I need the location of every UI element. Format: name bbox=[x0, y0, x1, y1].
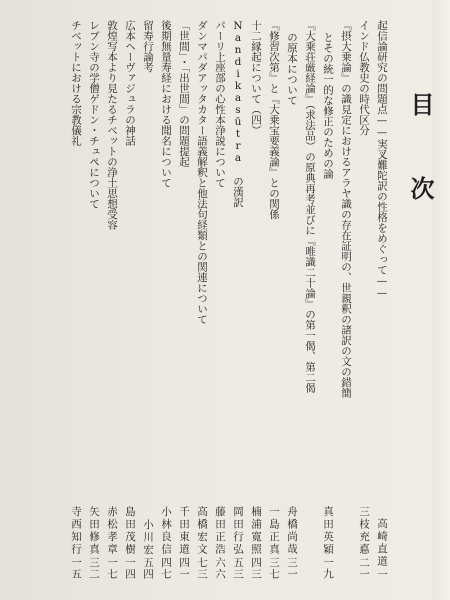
entry-title: の原本について bbox=[286, 32, 298, 106]
entry-page: 五三 bbox=[232, 557, 244, 580]
toc-entry bbox=[338, 20, 354, 580]
entry-page: 四三 bbox=[250, 557, 262, 580]
toc-entry bbox=[86, 20, 102, 580]
toc-entry bbox=[140, 20, 156, 580]
entry-author: 真田英穎 bbox=[322, 506, 334, 556]
entry-title: レブン寺の学僧ゲドン・チュペについて bbox=[88, 20, 100, 209]
toc-entry bbox=[302, 20, 318, 580]
entry-page: 一五 bbox=[70, 557, 82, 580]
entry-author: 岡田行弘 bbox=[232, 506, 244, 556]
entry-page: 三一 bbox=[286, 557, 298, 580]
entry-author: 千田東道 bbox=[178, 506, 190, 556]
entry-title: 敦煌写本より見たるチベットの浄土思想受容 bbox=[106, 20, 118, 230]
toc-entry bbox=[266, 20, 282, 580]
entry-page: 六六 bbox=[214, 557, 226, 580]
toc-entry bbox=[104, 20, 120, 580]
entry-page: 一九 bbox=[322, 557, 334, 580]
entry-author: 高崎直道 bbox=[376, 517, 388, 568]
entry-page: 五四 bbox=[142, 557, 154, 580]
toc-entry bbox=[176, 20, 192, 580]
entry-title: 広本ヘーヴァジュラの神話 bbox=[124, 20, 136, 146]
entry-author: 藤田正浩 bbox=[214, 506, 226, 556]
entry-title: 『摂大乗論』の識見定におけるアラヤ識の存在証明の、世親釈の諸訳の文の錯簡 bbox=[340, 20, 352, 398]
entry-author: 島田茂樹 bbox=[124, 506, 136, 556]
entry-author: 一島正真 bbox=[268, 506, 280, 556]
entry-author: 高橋宏文 bbox=[196, 506, 208, 556]
entry-title: 『修習次第』と『大乗宝要義論』との関係 bbox=[268, 20, 280, 220]
entry-title: チベットにおける宗教儀礼 bbox=[70, 20, 82, 146]
entry-title: インド仏教史の時代区分 bbox=[358, 20, 370, 136]
entry-author: 小林良信 bbox=[160, 506, 172, 556]
entry-page: 一 bbox=[376, 568, 388, 580]
entry-title: ダンマパダアッタカター語義解釈と他法句経類との関連について bbox=[196, 20, 208, 325]
entry-author: 楠浦寛照 bbox=[250, 506, 262, 556]
entry-page: 一七 bbox=[106, 557, 118, 580]
entry-title: 『大乗荘厳経論』（求法品）の原典再考並びに『唯識二十論』の第一偈、第二偈 bbox=[304, 20, 316, 393]
entry-page: 三二 bbox=[88, 557, 100, 580]
entry-title: 「世間」・「出世間」の問題提起 bbox=[178, 20, 190, 167]
toc-entry bbox=[230, 20, 246, 580]
toc-entry bbox=[356, 20, 372, 580]
entry-title: 起信論研究の問題点——実叉難陀訳の性格をめぐって—— bbox=[376, 20, 388, 299]
entry-page: 四一 bbox=[178, 557, 190, 580]
entry-author: 小川宏 bbox=[142, 518, 154, 556]
toc-entry bbox=[374, 20, 390, 580]
entry-title: 十二縁起について（四） bbox=[250, 20, 262, 136]
entry-author: 赤松孝章 bbox=[106, 506, 118, 556]
entry-title: とその統一的な修正のための論 bbox=[322, 32, 334, 179]
toc-entry bbox=[68, 20, 84, 580]
entry-author: 三枝充悳 bbox=[358, 506, 370, 556]
entry-page: 七三 bbox=[196, 557, 208, 580]
entry-page: 二一 bbox=[358, 557, 370, 580]
entry-title: パーリ上座部の心性本浄説について bbox=[214, 20, 226, 188]
entry-author: 矢田修真 bbox=[88, 506, 100, 556]
entry-page: 四七 bbox=[160, 557, 172, 580]
toc-entry bbox=[320, 20, 336, 580]
entry-title: Nandikasūtra の漢訳 bbox=[232, 20, 244, 208]
entry-author: 舟橋尚哉 bbox=[286, 506, 298, 556]
toc-entry bbox=[194, 20, 210, 580]
toc-entry bbox=[248, 20, 264, 580]
toc-entry bbox=[284, 20, 300, 580]
toc-entry bbox=[122, 20, 138, 580]
toc-entry bbox=[158, 20, 174, 580]
entry-author: 寺西知行 bbox=[70, 506, 82, 556]
toc-entry bbox=[212, 20, 228, 580]
entry-title: 後期無量寿経における聞名について bbox=[160, 20, 172, 188]
entry-page: 一四 bbox=[124, 557, 136, 580]
entry-page: 三七 bbox=[268, 557, 280, 580]
entry-title: 留寿行論考 bbox=[142, 20, 154, 73]
toc-heading: 目次 bbox=[406, 92, 435, 260]
